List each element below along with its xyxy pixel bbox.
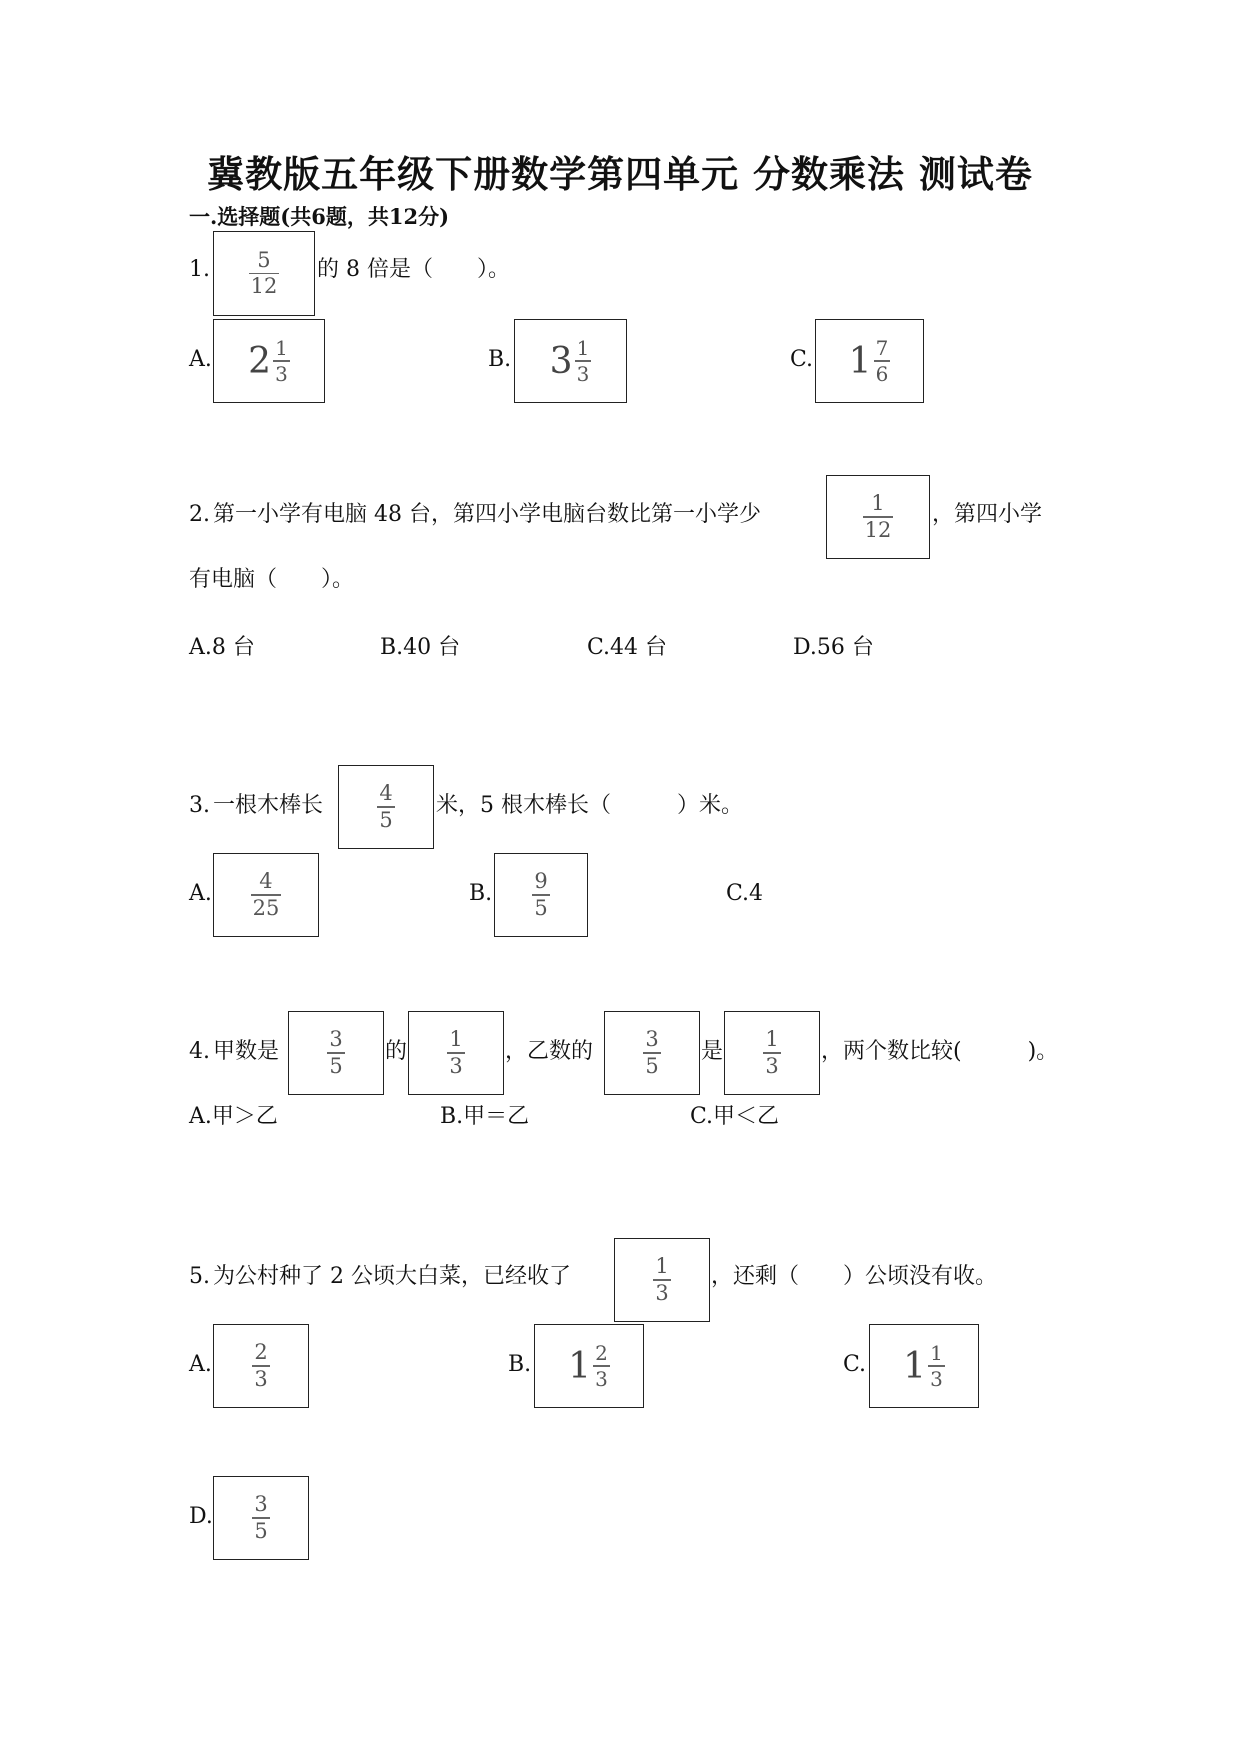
question-stem-end: ，还剩（ ）公顷没有收。 <box>711 1264 998 1289</box>
page-title: 冀教版五年级下册数学第四单元 分数乘法 测试卷 <box>207 152 1033 196</box>
option-value-box: 1 $\frac{1}{3}$ <box>869 1324 979 1408</box>
question-stem: 一根木棒长 <box>213 793 324 818</box>
question-stem-end: ，两个数比较( )。 <box>821 1039 1059 1064</box>
question-number: 5. <box>189 1264 210 1289</box>
option-label: A. <box>189 881 212 906</box>
question-stem: 的 8 倍是（ ）。 <box>317 257 510 282</box>
option-value-box: 1 $\frac{2}{3}$ <box>534 1324 644 1408</box>
option-label: B. <box>508 1352 532 1377</box>
fraction-box: $\frac{3}{5}$ <box>604 1011 700 1095</box>
question-stem-end: ，第四小学 <box>932 502 1043 527</box>
option-value-box: $\frac{4}{25}$ <box>213 853 319 937</box>
option-a[interactable]: A.8 台 <box>189 635 255 660</box>
option-value-box: 3 $\frac{1}{3}$ <box>514 319 627 403</box>
option-label: B. <box>469 881 493 906</box>
question-stem-line2: 有电脑（ ）。 <box>189 567 355 592</box>
question-number: 1. <box>189 257 210 282</box>
option-label: A. <box>189 347 212 372</box>
fraction-box: $\frac{4}{5}$ <box>338 765 434 849</box>
option-a[interactable]: A.甲＞乙 <box>189 1104 278 1129</box>
option-value-box: $\frac{3}{5}$ <box>213 1476 309 1560</box>
question-stem-end: 米，5 根木棒长（ ）米。 <box>436 793 743 818</box>
option-value-box: $\frac{9}{5}$ <box>494 853 588 937</box>
fraction-box: $\frac{3}{5}$ <box>288 1011 384 1095</box>
option-c[interactable]: C.44 台 <box>587 635 668 660</box>
question-number: 4. <box>189 1039 210 1064</box>
question-stem: 为公村种了 2 公顷大白菜，已经收了 <box>213 1264 571 1289</box>
option-label: A. <box>189 1352 212 1377</box>
question-stem-connector: ，乙数的 <box>505 1039 594 1064</box>
fraction-box: $\frac{1}{3}$ <box>724 1011 820 1095</box>
fraction-box <box>213 231 315 316</box>
question-number: 3. <box>189 793 210 818</box>
fraction-box: $\frac{1}{3}$ <box>614 1238 710 1322</box>
section-heading: 一.选择题(共6题，共12分) <box>189 204 450 229</box>
option-label: C. <box>790 347 814 372</box>
question-stem-connector: 的 <box>385 1039 408 1064</box>
question-stem: 第一小学有电脑 48 台，第四小学电脑台数比第一小学少 <box>213 502 761 527</box>
option-b[interactable]: B.40 台 <box>380 635 461 660</box>
option-d[interactable]: D.56 台 <box>793 635 874 660</box>
fraction-box: $\frac{1}{3}$ <box>408 1011 504 1095</box>
option-label: C. <box>843 1352 867 1377</box>
option-label: B. <box>488 347 512 372</box>
option-label: D. <box>189 1504 213 1529</box>
option-b[interactable]: B.甲＝乙 <box>440 1104 530 1129</box>
fraction-box: $\frac{1}{12}$ <box>826 475 930 559</box>
question-stem-connector: 是 <box>701 1039 724 1064</box>
option-c[interactable]: C.4 <box>726 881 764 906</box>
question-number: 2. <box>189 502 210 527</box>
option-value-box: 2 $\frac{1}{3}$ <box>213 319 325 403</box>
option-value-box: $\frac{2}{3}$ <box>213 1324 309 1408</box>
option-value-box: 1 $\frac{7}{6}$ <box>815 319 924 403</box>
option-c[interactable]: C.甲＜乙 <box>690 1104 780 1129</box>
question-stem: 甲数是 <box>213 1039 280 1064</box>
fraction: $\frac{5}{12}$ <box>250 247 278 299</box>
